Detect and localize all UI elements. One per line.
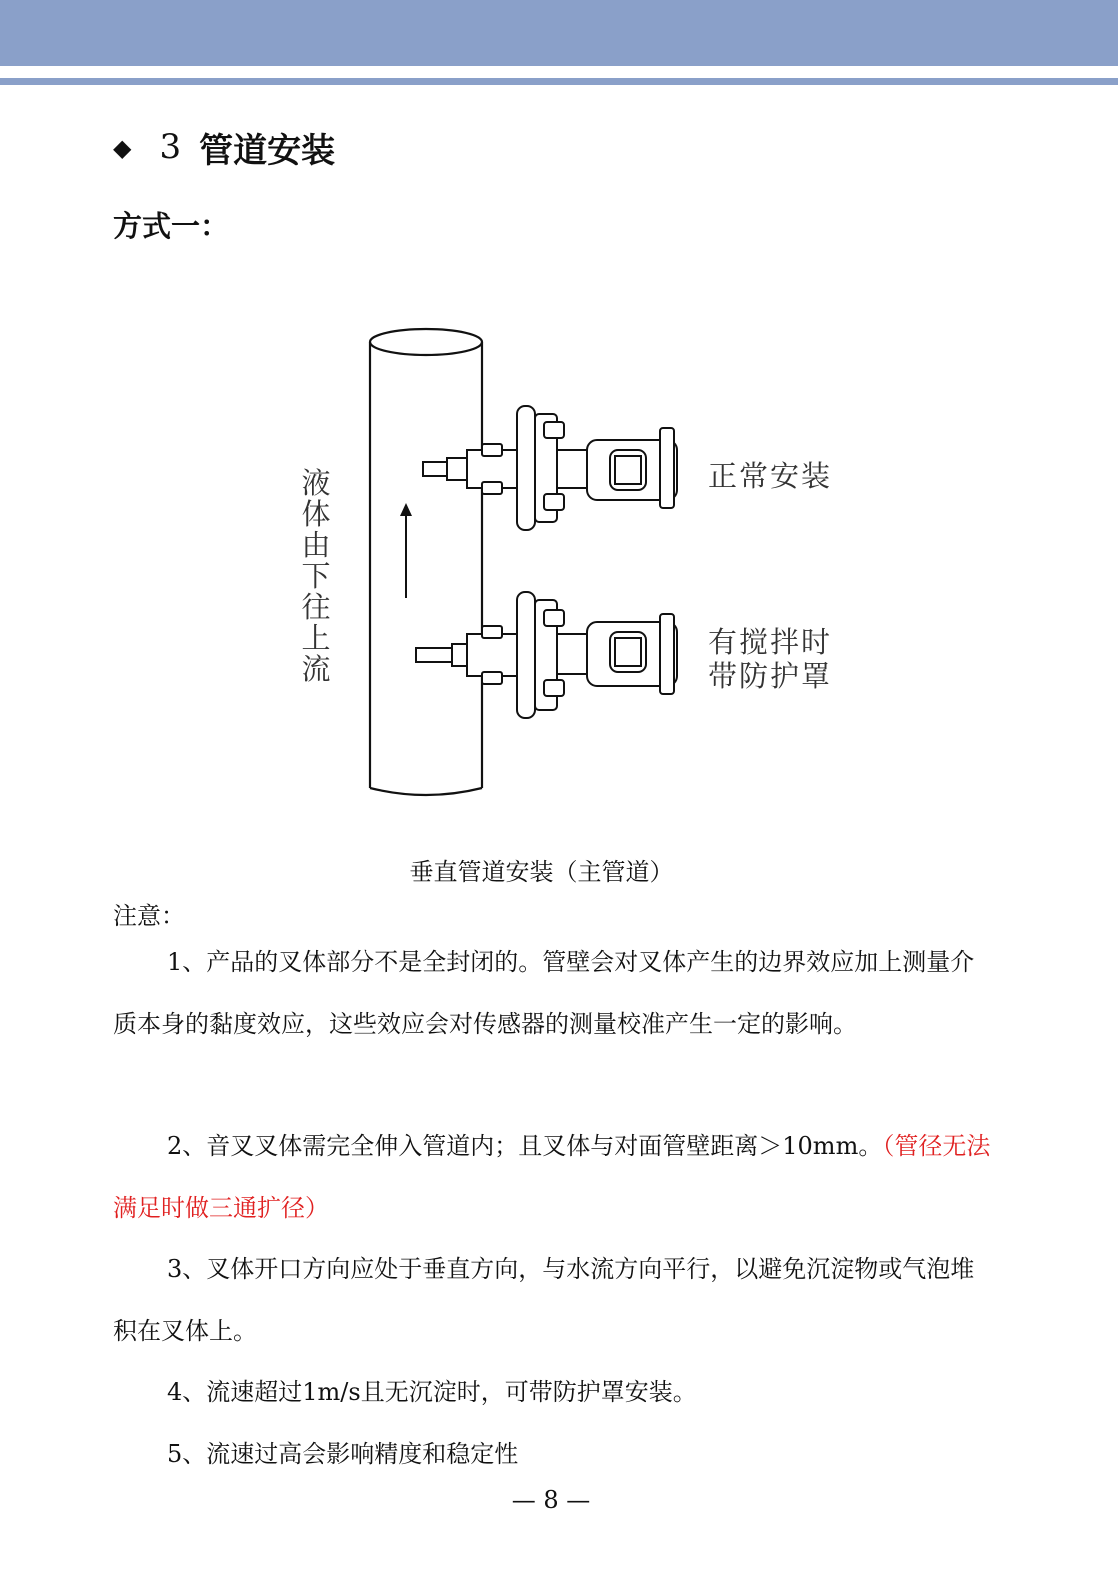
pipe-diagram	[270, 318, 870, 808]
header-band	[0, 0, 1118, 66]
note-text: 5、流速过高会影响精度和稳定性	[167, 1440, 519, 1468]
header-rule	[0, 78, 1118, 85]
note-red-remark: （管径无法满足时做三通扩径）	[113, 1132, 991, 1222]
note-item-4	[113, 1361, 995, 1423]
method-title: 方式一：	[113, 209, 230, 243]
note-item-1	[113, 931, 995, 1055]
flow-arrow-icon	[400, 503, 412, 598]
section-title: 管道安装	[199, 130, 336, 171]
flow-direction-label: 液体由下往上流	[301, 466, 331, 686]
sensor-normal-icon	[423, 406, 677, 530]
notes-title: 注意：	[113, 902, 185, 930]
section-heading	[113, 122, 335, 172]
pipe-bottom-edge	[370, 788, 482, 795]
diamond-bullet-icon: ◆	[113, 132, 132, 162]
fork-tip-with-guard	[416, 648, 452, 662]
note-text: 1、产品的叉体部分不是全封闭的。管壁会对叉体产生的边界效应加上测量介质本身的黏度效应，这些效应会对传感器的测量校准产生一定的影响。	[113, 948, 975, 1038]
note-text: 3、叉体开口方向应处于垂直方向，与水流方向平行，以避免沉淀物或气泡堆积在叉体上。	[113, 1255, 975, 1345]
page-number: — 8 —	[511, 1486, 591, 1514]
note-item-3	[113, 1238, 995, 1362]
note-text: 4、流速超过1m/s且无沉淀时，可带防护罩安装。	[167, 1378, 697, 1406]
installation-figure	[270, 318, 870, 808]
note-text: 2、音叉叉体需完全伸入管道内；且叉体与对面管壁距离＞10mm。	[167, 1132, 883, 1160]
flange-left	[517, 406, 535, 530]
stirring-label-line1: 有搅拌时	[708, 625, 833, 659]
fork-tip	[423, 462, 447, 476]
stirring-label-line2: 带防护罩	[708, 659, 833, 693]
flange-left	[517, 592, 535, 718]
section-number: 3	[159, 127, 182, 167]
pipe-top-ellipse	[370, 329, 482, 355]
note-item-5	[113, 1423, 995, 1485]
sensor-stirring-icon	[416, 592, 677, 718]
note-item-2	[113, 1115, 995, 1239]
normal-install-label: 正常安装	[708, 459, 833, 493]
figure-caption: 垂直管道安装（主管道）	[409, 858, 674, 886]
